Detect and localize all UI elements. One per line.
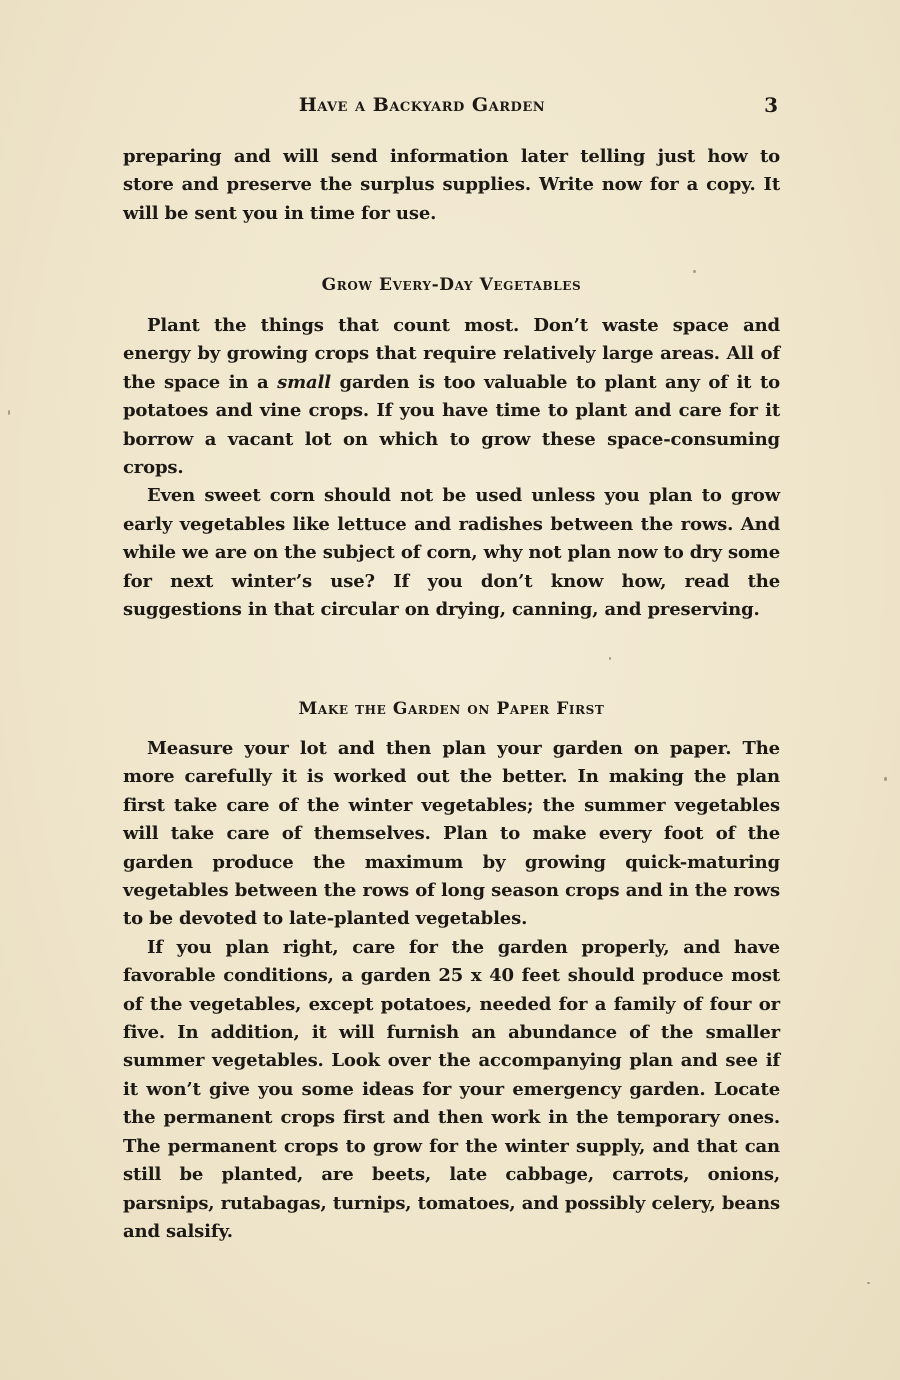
garden-on-paper-body [123, 735, 780, 1246]
intro-paragraph: preparing and will send information later telling just how to store and preserve the surplus supplies. Write now for a copy. It will be sent you in time for use. [123, 146, 780, 224]
paper-speck [8, 410, 10, 415]
paper-speck [609, 657, 611, 660]
every-day-paragraph-1 [123, 312, 780, 482]
section-heading-every-day-vegetables: Grow Every-Day Vegetables [321, 275, 582, 295]
paper-speck [867, 1282, 870, 1284]
paper-speck [884, 777, 887, 781]
garden-paper-paragraph-2: If you plan right, care for the garden properly, and have favorable conditions, a garden 25 x 40 feet should produce most of the vegetables, except potatoes, needed for a family of four or five. In addition, it will furnish an abundance of the smaller summer vegetables. Look over the accompanying plan and see if it won’t give you some ideas for your emergency garden. Locate the permanent crops first and then work in the temporary ones. The permanent crops to grow for the winter supply, and that can still be planted, are beets, late cabbage, carrots, onions, parsnips, rutabagas, turnips, tomatoes, and possibly celery, beans and salsify. [123, 936, 780, 1242]
paper-speck [693, 270, 696, 273]
intro-paragraph-block [123, 143, 780, 228]
garden-paper-paragraph-1: Measure your lot and then plan your garden on paper. The more carefully it is worked out the better. In making the plan first take care of the winter vegetables; the summer vegetables will take care of themselves. Plan to make every foot of the garden produce the maximum by growing quick-maturing vegetables between the rows of long season crops and in the rows to be devoted to late-planted vegetables. [123, 738, 780, 930]
page-number: 3 [764, 93, 778, 117]
every-day-vegetables-body [123, 312, 780, 624]
every-day-paragraph-2: Even sweet corn should not be used unless you plan to grow early vegetables like lettuce and radishes between the rows. And while we are on the subject of corn, why not plan now to dry some for next winter’s use? If you don’t know how, read the suggestions in that circular on drying, canning, and preserving. [123, 485, 780, 621]
every-day-p1-after: garden is too valuable to plant any of it to potatoes and vine crops. If you have time to plant and care for it borrow a vacant lot on which to grow these space-consuming crops. [123, 371, 780, 479]
every-day-p1-emphasis: small [277, 371, 331, 393]
running-title: Have a Backyard Garden [298, 94, 546, 116]
every-day-p1-before: Plant the things that count most. Don’t waste space and energy by growing crops that require relatively large areas. All of the space in a [123, 315, 780, 393]
running-head [122, 92, 782, 118]
section-heading-garden-on-paper: Make the Garden on Paper First [298, 699, 605, 719]
